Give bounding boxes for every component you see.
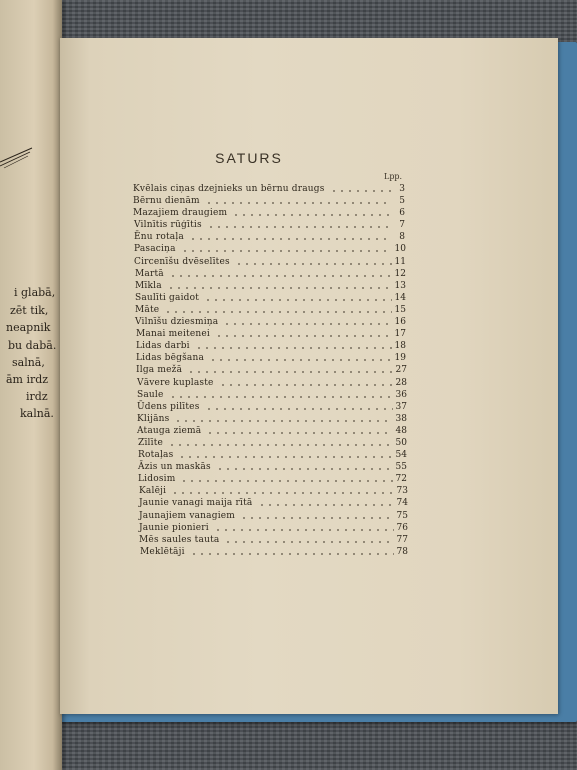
- toc-entry: [133, 522, 410, 534]
- toc-entry: [133, 304, 410, 316]
- toc-entry-title: Vilnītis rūģītis: [134, 220, 202, 231]
- toc-dot-leader: [164, 304, 392, 316]
- toc-entry-page: 8: [399, 232, 405, 243]
- table-of-contents: [133, 183, 410, 558]
- toc-entry-page: 54: [395, 450, 407, 461]
- toc-entry: [133, 364, 410, 376]
- toc-dot-leader: [207, 219, 391, 231]
- toc-entry-page: 77: [396, 534, 408, 545]
- toc-entry: [133, 219, 410, 231]
- toc-entry-title: Ilga mežā: [136, 365, 183, 376]
- toc-entry-title: Lidosim: [138, 474, 176, 485]
- toc-entry: [133, 449, 410, 461]
- toc-entry: [133, 183, 410, 195]
- toc-dot-leader: [214, 522, 394, 534]
- toc-dot-leader: [181, 243, 392, 255]
- toc-entry: [133, 437, 410, 449]
- toc-dot-leader: [330, 183, 391, 195]
- toc-entry-title: Lidas darbi: [136, 341, 190, 352]
- contents-page: [60, 38, 558, 714]
- toc-entry-title: Meklētāji: [140, 546, 185, 557]
- toc-dot-leader: [258, 497, 394, 509]
- toc-entry: [133, 316, 410, 328]
- toc-entry-title: Martā: [135, 268, 164, 279]
- toc-entry: [133, 280, 410, 292]
- toc-entry: [133, 340, 410, 352]
- toc-entry-page: 13: [394, 280, 406, 291]
- toc-dot-leader: [215, 328, 392, 340]
- toc-entry-title: Mēs saules tauta: [139, 534, 220, 545]
- toc-entry: [133, 389, 410, 401]
- left-page-text: i glabā,: [14, 286, 56, 299]
- toc-entry-page: 15: [394, 304, 406, 315]
- toc-entry: [133, 510, 410, 522]
- toc-entry-page: 19: [394, 353, 406, 364]
- left-page-text: neapnik: [6, 321, 51, 334]
- toc-dot-leader: [204, 292, 392, 304]
- toc-entry-page: 73: [396, 486, 408, 497]
- toc-entry-title: Jaunie pionieri: [139, 522, 209, 533]
- toc-entry: [133, 268, 410, 280]
- left-page: [0, 0, 62, 770]
- toc-entry: [133, 401, 410, 413]
- toc-entry-page: 72: [395, 474, 407, 485]
- toc-entry-page: 14: [394, 292, 406, 303]
- toc-dot-leader: [174, 413, 393, 425]
- toc-entry-page: 28: [395, 377, 407, 388]
- toc-entry-title: Pasaciņa: [134, 244, 176, 255]
- page-number-label: Lpp.: [384, 172, 403, 181]
- toc-entry-page: 78: [396, 546, 408, 557]
- toc-entry-title: Rotaļas: [138, 450, 174, 461]
- toc-dot-leader: [205, 401, 393, 413]
- left-page-text: ām irdz: [6, 373, 49, 386]
- toc-dot-leader: [187, 364, 393, 376]
- left-page-text: zēt tik,: [10, 304, 49, 317]
- toc-entry-title: Saulīti gaidot: [135, 292, 200, 303]
- toc-entry-page: 6: [399, 208, 405, 219]
- toc-entry: [133, 243, 410, 255]
- toc-dot-leader: [232, 207, 391, 219]
- toc-dot-leader: [178, 449, 393, 461]
- toc-entry-page: 10: [394, 244, 406, 255]
- toc-entry-page: 75: [396, 510, 408, 521]
- toc-entry-title: Kvēlais ciņas dzejnieks un bērnu draugs: [133, 184, 325, 194]
- toc-entry-title: Māte: [135, 304, 160, 315]
- toc-entry-title: Manai meitenei: [136, 329, 210, 340]
- toc-entry-title: Saule: [137, 389, 164, 400]
- toc-entry-title: Lidas bēgšana: [136, 353, 205, 364]
- toc-entry-page: 17: [394, 329, 406, 340]
- toc-dot-leader: [219, 377, 393, 389]
- toc-entry: [133, 534, 410, 546]
- toc-dot-leader: [223, 316, 392, 328]
- toc-entry-title: Kalēji: [139, 486, 167, 497]
- toc-dot-leader: [189, 231, 391, 243]
- toc-entry: [133, 497, 410, 509]
- toc-entry-title: Vilnīšu dziesmiņa: [135, 317, 219, 328]
- toc-entry: [133, 473, 410, 485]
- toc-entry-page: 55: [395, 462, 407, 473]
- toc-entry-page: 74: [396, 498, 408, 509]
- toc-entry: [133, 425, 410, 437]
- toc-entry: [133, 413, 410, 425]
- toc-entry-title: Āzis un maskās: [138, 462, 211, 473]
- toc-entry-page: 16: [394, 317, 406, 328]
- toc-entry-title: Bērnu dienām: [133, 196, 200, 207]
- toc-entry: [133, 256, 410, 268]
- toc-entry-title: Zīlīte: [138, 437, 164, 448]
- toc-entry-title: Mazajiem draugiem: [133, 208, 228, 219]
- toc-entry-page: 36: [395, 389, 407, 400]
- toc-dot-leader: [167, 280, 392, 292]
- toc-entry: [133, 461, 410, 473]
- toc-dot-leader: [224, 534, 394, 546]
- toc-dot-leader: [168, 437, 393, 449]
- left-page-text: salnā,: [12, 356, 45, 369]
- toc-dot-leader: [169, 389, 393, 401]
- toc-entry: [133, 292, 410, 304]
- toc-entry-page: 76: [396, 522, 408, 533]
- toc-entry-page: 27: [395, 365, 407, 376]
- toc-entry: [133, 231, 410, 243]
- toc-entry: [133, 207, 410, 219]
- toc-entry-title: Circenīšu dvēselītes: [134, 256, 230, 267]
- toc-entry-page: 50: [395, 437, 407, 448]
- toc-dot-leader: [205, 195, 391, 207]
- toc-entry-title: Ēnu rotaļa: [134, 232, 184, 243]
- toc-entry-title: Atauga ziemā: [137, 425, 202, 436]
- toc-entry-title: Klijāns: [137, 413, 170, 424]
- toc-dot-leader: [206, 425, 393, 437]
- toc-entry-page: 18: [394, 341, 406, 352]
- toc-dot-leader: [195, 340, 392, 352]
- left-page-text: kalnā.: [20, 407, 54, 420]
- toc-dot-leader: [216, 461, 393, 473]
- toc-entry: [133, 485, 410, 497]
- toc-dot-leader: [180, 473, 393, 485]
- toc-dot-leader: [209, 352, 392, 364]
- toc-dot-leader: [240, 510, 394, 522]
- toc-entry-page: 37: [395, 401, 407, 412]
- page-title: SATURS: [215, 150, 283, 166]
- toc-entry: [133, 352, 410, 364]
- left-page-text: bu dabā.: [8, 339, 57, 352]
- toc-entry: [133, 195, 410, 207]
- toc-entry-title: Mīkla: [135, 280, 162, 291]
- toc-dot-leader: [190, 546, 394, 558]
- toc-dot-leader: [235, 256, 392, 268]
- toc-dot-leader: [171, 485, 394, 497]
- toc-entry-page: 48: [395, 425, 407, 436]
- toc-entry-page: 3: [399, 184, 405, 194]
- toc-entry-title: Vāvere kuplaste: [137, 377, 214, 388]
- toc-entry-title: Jaunajiem vanagiem: [139, 510, 236, 521]
- toc-entry-title: Ūdens pilītes: [137, 401, 200, 412]
- toc-dot-leader: [169, 268, 392, 280]
- toc-entry-page: 38: [395, 413, 407, 424]
- left-page-text: irdz: [26, 390, 48, 403]
- toc-entry: [133, 377, 410, 389]
- toc-entry: [133, 546, 410, 558]
- toc-entry-page: 5: [399, 196, 405, 207]
- toc-entry-page: 12: [394, 268, 406, 279]
- toc-entry-title: Jaunie vanagi maija rītā: [139, 498, 253, 509]
- toc-entry: [133, 328, 410, 340]
- toc-entry-page: 7: [399, 220, 405, 231]
- toc-entry-page: 11: [394, 256, 406, 267]
